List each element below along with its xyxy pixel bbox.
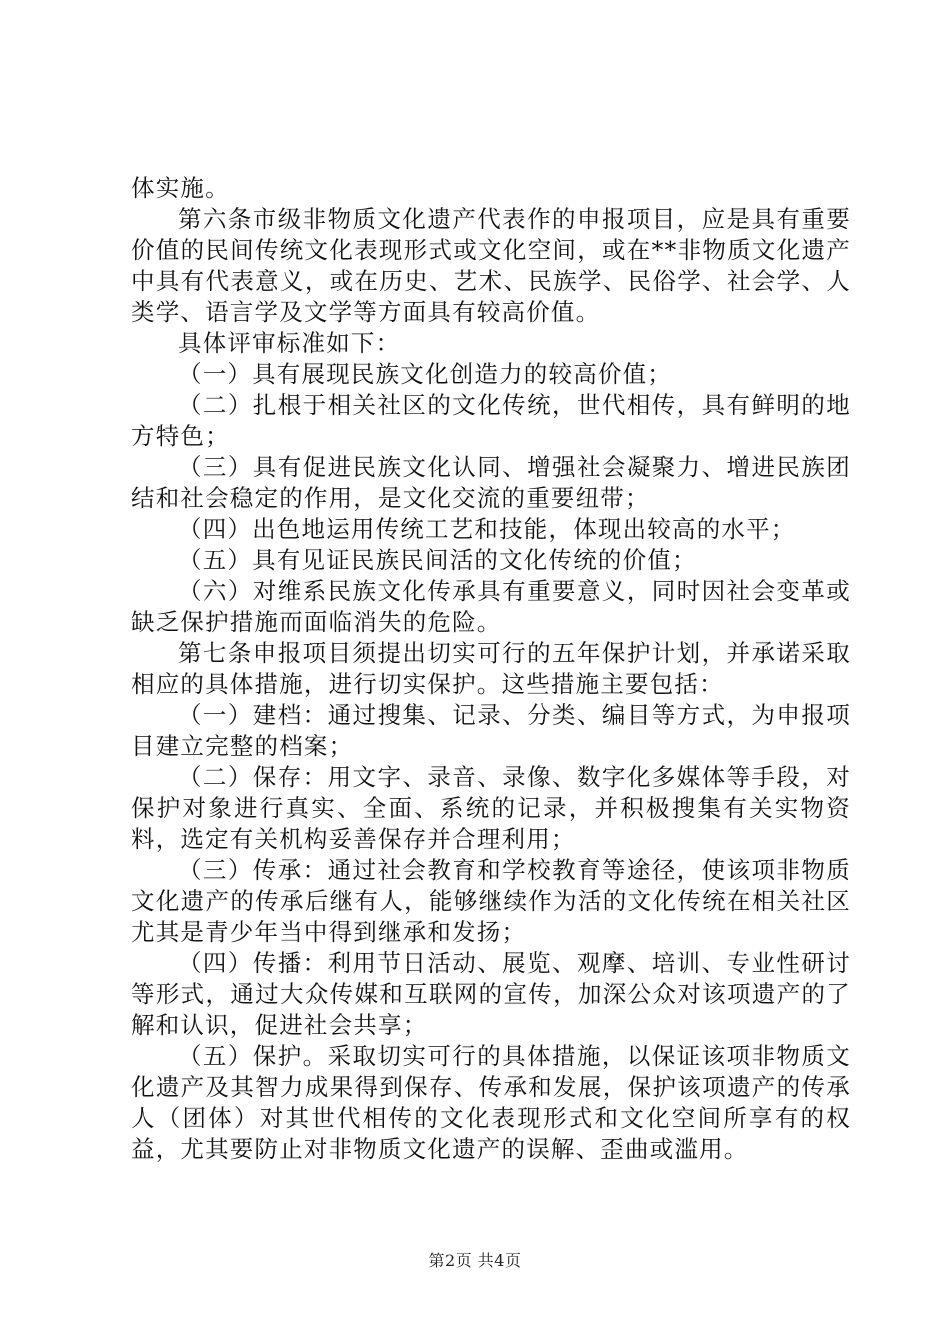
paragraph-criterion-5: （五）具有见证民族民间活的文化传统的价值； — [178, 546, 697, 574]
paragraph-criterion-4: （四）出色地运用传统工艺和技能，体现出较高的水平； — [178, 515, 796, 543]
paragraph-criteria-intro: 具体评审标准如下： — [178, 329, 401, 357]
page-number-footer: 第2页 共4页 — [428, 1251, 522, 1270]
paragraph-measure-3: （三）传承：通过社会教育和学校教育等途径，使该项非物质文化遗产的传承后继有人，能够继续作为活的文化传统在相关社区尤其是青少年当中得到继承和发扬； — [131, 856, 851, 946]
document-body — [131, 173, 851, 1165]
paragraph-measure-2: （二）保存：用文字、录音、录像、数字化多媒体等手段，对保护对象进行真实、全面、系统的记录，并积极搜集有关实物资料，选定有关机构妥善保存并合理利用； — [131, 763, 851, 853]
paragraph-measure-4: （四）传播：利用节日活动、展览、观摩、培训、专业性研讨等形式，通过大众传媒和互联网的宣传，加深公众对该项遗产的了解和认识，促进社会共享； — [131, 949, 851, 1039]
paragraph-criterion-2: （二）扎根于相关社区的文化传统，世代相传，具有鲜明的地方特色； — [131, 391, 851, 450]
paragraph-article-7: 第七条申报项目须提出切实可行的五年保护计划，并承诺采取相应的具体措施，进行切实保护。这些措施主要包括： — [131, 639, 851, 698]
paragraph-criterion-1: （一）具有展现民族文化创造力的较高价值； — [178, 360, 672, 388]
paragraph-continuation: 体实施。 — [131, 174, 230, 202]
paragraph-measure-1: （一）建档：通过搜集、记录、分类、编目等方式，为申报项目建立完整的档案； — [131, 701, 851, 760]
paragraph-article-6: 第六条市级非物质文化遗产代表作的申报项目，应是具有重要价值的民间传统文化表现形式或文化空间，或在**非物质文化遗产中具有代表意义，或在历史、艺术、民族学、民俗学、社会学、人类学、语言学及文学等方面具有较高价值。 — [131, 205, 851, 326]
paragraph-measure-5: （五）保护。采取切实可行的具体措施，以保证该项非物质文化遗产及其智力成果得到保存、传承和发展，保护该项遗产的传承人（团体）对其世代相传的文化表现形式和文化空间所享有的权益，尤其要防止对非物质文化遗产的误解、歪曲或滥用。 — [131, 1042, 851, 1163]
paragraph-criterion-3: （三）具有促进民族文化认同、增强社会凝聚力、增进民族团结和社会稳定的作用，是文化交流的重要纽带； — [131, 453, 851, 512]
paragraph-criterion-6: （六）对维系民族文化传承具有重要意义，同时因社会变革或缺乏保护措施而面临消失的危险。 — [131, 577, 851, 636]
